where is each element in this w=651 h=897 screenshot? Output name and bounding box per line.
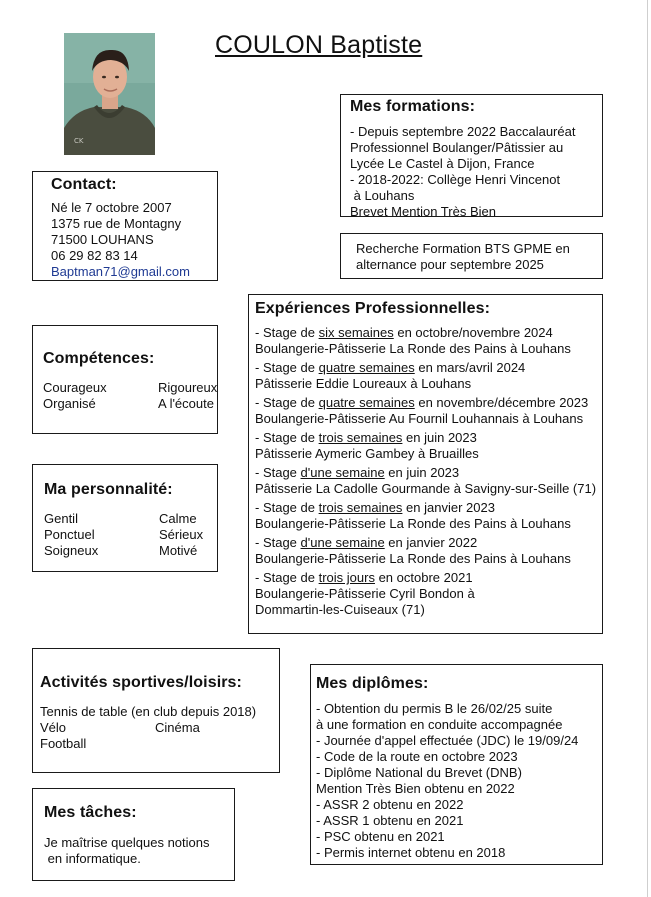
svg-text:CK: CK — [74, 137, 84, 145]
contact-box — [32, 171, 218, 281]
experience-date: en octobre 2021 — [374, 570, 473, 585]
experience-place: Pâtisserie Eddie Loureaux à Louhans — [255, 376, 472, 391]
personnalite-item: Soigneux — [44, 543, 99, 558]
experience-place: Boulangerie-Pâtisserie Au Fournil Louhannais à Louhans — [255, 411, 584, 426]
tache-line: Je maîtrise quelques notions — [44, 835, 210, 850]
activite-item: Football — [40, 736, 87, 751]
diplome-line: - Obtention du permis B le 26/02/25 suite — [316, 701, 553, 716]
experience-duration: quatre semaines — [318, 360, 415, 375]
experience-period — [255, 500, 600, 516]
competence-item: Courageux — [43, 380, 107, 395]
contact-phone: 06 29 82 83 14 — [51, 248, 138, 263]
activites-box — [32, 648, 280, 773]
formation-line: - Depuis septembre 2022 Baccalauréat — [350, 124, 576, 139]
diplome-line: - Diplôme National du Brevet (DNB) — [316, 765, 522, 780]
portrait-icon — [64, 33, 155, 155]
recherche-line: Recherche Formation BTS GPME en — [356, 241, 570, 256]
formation-line: à Louhans — [350, 188, 415, 203]
diplomes-list — [316, 701, 601, 861]
contact-birth: Né le 7 octobre 2007 — [51, 200, 172, 215]
experience-item — [255, 570, 600, 618]
experience-date: en novembre/décembre 2023 — [414, 395, 589, 410]
formation-line: Professionnel Boulanger/Pâtissier au — [350, 140, 564, 155]
experience-period — [255, 395, 600, 411]
experience-period — [255, 570, 600, 586]
experience-list — [255, 325, 600, 621]
experience-prefix: - Stage — [255, 465, 301, 480]
experience-date: en juin 2023 — [402, 430, 477, 445]
diplomes-box — [310, 664, 603, 865]
tache-line: en informatique. — [44, 851, 141, 866]
experience-place: Pâtisserie Aymeric Gambey à Bruailles — [255, 446, 479, 461]
experience-date: en juin 2023 — [384, 465, 460, 480]
experience-place: Pâtisserie La Cadolle Gourmande à Savigny-sur-Seille (71) — [255, 481, 597, 496]
experience-item — [255, 500, 600, 532]
experience-date: en janvier 2023 — [402, 500, 495, 515]
competence-item: A l'écoute — [158, 396, 214, 411]
experience-duration: d'une semaine — [300, 535, 385, 550]
competence-row — [43, 380, 217, 396]
competence-row — [43, 396, 217, 412]
experience-item — [255, 325, 600, 357]
experience-prefix: - Stage de — [255, 395, 319, 410]
activite-item: Vélo — [40, 720, 67, 735]
personnalite-item: Motivé — [159, 543, 198, 558]
experience-item — [255, 395, 600, 427]
personnalite-item: Sérieux — [159, 527, 204, 542]
experience-item — [255, 535, 600, 567]
experience-prefix: - Stage de — [255, 570, 319, 585]
experience-date: en octobre/novembre 2024 — [393, 325, 553, 340]
experience-prefix: - Stage de — [255, 500, 319, 515]
formations-heading: Mes formations: — [350, 98, 476, 115]
experience-duration: trois semaines — [318, 430, 403, 445]
formation-line: Brevet Mention Très Bien — [350, 204, 496, 219]
diplome-line: - PSC obtenu en 2021 — [316, 829, 445, 844]
diplome-line: Mention Très Bien obtenu en 2022 — [316, 781, 515, 796]
experience-prefix: - Stage — [255, 535, 301, 550]
personnalite-box — [32, 464, 218, 572]
recherche-line: alternance pour septembre 2025 — [356, 257, 544, 272]
formation-line: - 2018-2022: Collège Henri Vincenot — [350, 172, 561, 187]
personnalite-item: Gentil — [44, 511, 78, 526]
taches-heading: Mes tâches: — [44, 804, 137, 821]
experience-prefix: - Stage de — [255, 430, 319, 445]
personnalite-heading: Ma personnalité: — [44, 481, 173, 498]
personnalite-row — [44, 527, 203, 543]
experience-period — [255, 430, 600, 446]
experience-duration: six semaines — [318, 325, 394, 340]
experience-date: en janvier 2022 — [384, 535, 478, 550]
taches-box — [32, 788, 235, 881]
competences-heading: Compétences: — [43, 350, 155, 367]
formation-line: Lycée Le Castel à Dijon, France — [350, 156, 535, 171]
contact-city: 71500 LOUHANS — [51, 232, 154, 247]
experience-place: Boulangerie-Pâtisserie La Ronde des Pains à Louhans — [255, 341, 571, 356]
contact-heading: Contact: — [51, 176, 117, 193]
diplome-line: à une formation en conduite accompagnée — [316, 717, 563, 732]
profile-photo — [64, 33, 155, 155]
experience-item — [255, 360, 600, 392]
experience-period — [255, 535, 600, 551]
experience-prefix: - Stage de — [255, 325, 319, 340]
experiences-box — [248, 294, 603, 634]
experience-place: Boulangerie-Pâtisserie La Ronde des Pains à Louhans — [255, 516, 571, 531]
personnalite-item: Ponctuel — [44, 527, 95, 542]
experience-duration: trois jours — [318, 570, 375, 585]
competences-box — [32, 325, 218, 434]
experience-period — [255, 360, 600, 376]
diplome-line: - ASSR 1 obtenu en 2021 — [316, 813, 464, 828]
experience-item — [255, 465, 600, 497]
experience-date: en mars/avril 2024 — [414, 360, 526, 375]
diplomes-heading: Mes diplômes: — [316, 675, 429, 692]
experience-place: Dommartin-les-Cuiseaux (71) — [255, 602, 425, 617]
personnalite-row — [44, 511, 203, 527]
experience-duration: d'une semaine — [300, 465, 385, 480]
page-title: COULON Baptiste — [215, 31, 423, 59]
contact-email-link[interactable]: Baptman71@gmail.com — [51, 264, 190, 279]
competence-item: Organisé — [43, 396, 96, 411]
activite-item: Cinéma — [155, 720, 200, 735]
experience-prefix: - Stage de — [255, 360, 319, 375]
experience-period — [255, 325, 600, 341]
diplome-line: - Journée d'appel effectuée (JDC) le 19/09/24 — [316, 733, 579, 748]
experience-place: Boulangerie-Pâtisserie La Ronde des Pains à Louhans — [255, 551, 571, 566]
experience-item — [255, 430, 600, 462]
activite-row — [40, 720, 275, 736]
diplome-line: - Permis internet obtenu en 2018 — [316, 845, 506, 860]
competence-item: Rigoureux — [158, 380, 218, 395]
diplome-line: - Code de la route en octobre 2023 — [316, 749, 518, 764]
experience-duration: trois semaines — [318, 500, 403, 515]
personnalite-row — [44, 543, 203, 559]
diplome-line: - ASSR 2 obtenu en 2022 — [316, 797, 464, 812]
experiences-heading: Expériences Professionnelles: — [255, 300, 491, 317]
formations-box — [340, 94, 603, 217]
page-edge — [647, 0, 648, 897]
contact-street: 1375 rue de Montagny — [51, 216, 182, 231]
recherche-box — [340, 233, 603, 279]
activites-heading: Activités sportives/loisirs: — [40, 674, 242, 691]
personnalite-item: Calme — [159, 511, 197, 526]
experience-period — [255, 465, 600, 481]
experience-place: Boulangerie-Pâtisserie Cyril Bondon à — [255, 586, 475, 601]
experience-duration: quatre semaines — [318, 395, 415, 410]
activite-item: Tennis de table (en club depuis 2018) — [40, 704, 257, 719]
